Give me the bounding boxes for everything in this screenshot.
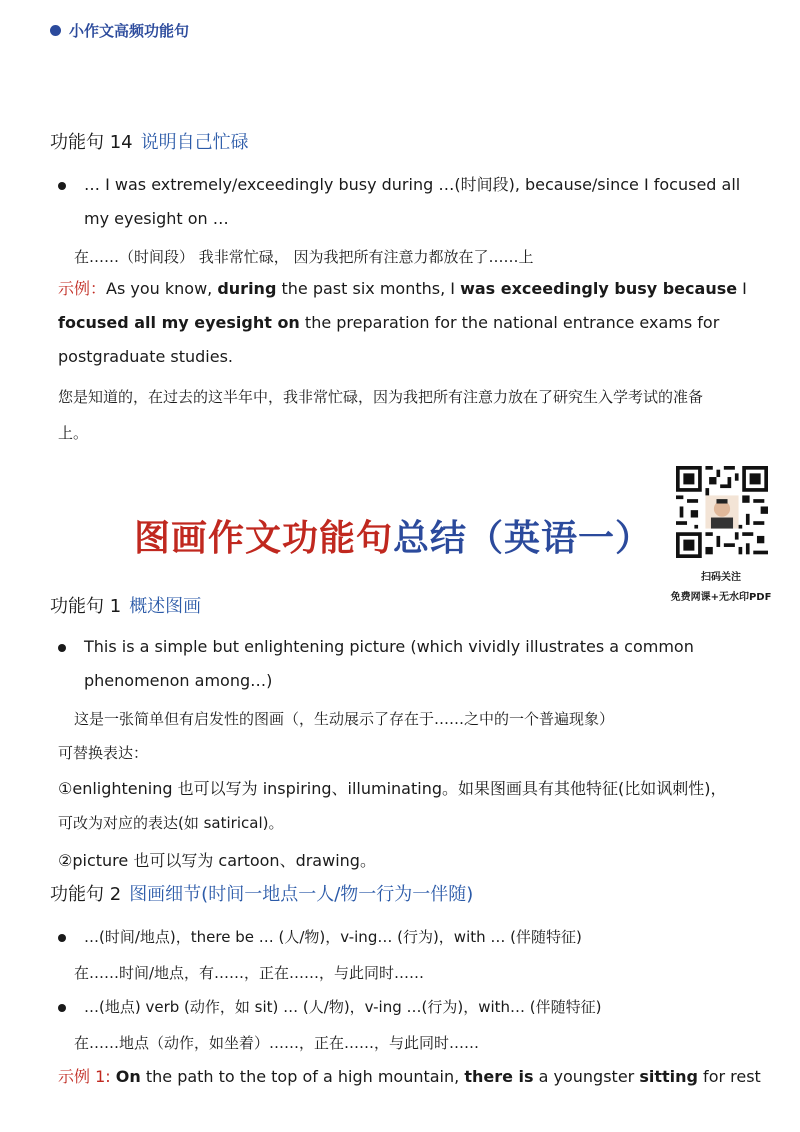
function-2-bullet1: …(时间/地点)，there be … (人/物)，v-ing… (行为)，with … (伴随特征): [58, 920, 758, 954]
function-2-bullet2: …(地点) verb (动作，如 sit) … (人/物)，v-ing …(行为)，with… (伴随特征): [58, 990, 758, 1024]
bullet-dot-icon: [50, 25, 61, 36]
qr-block: [652, 462, 790, 614]
qr-code-icon: [676, 466, 768, 558]
function-14-bullet-line2: my eyesight on …: [84, 209, 229, 228]
function-14-subheading: 说明自己忙碌: [140, 132, 249, 153]
function-1-subheading: 概述图画: [129, 596, 202, 617]
function-14-example: 示例：As you know, during the past six months, I was exceedingly busy because I focused all my eyesight on the preparation for the national entrance exams for postgraduate studies.: [58, 272, 758, 374]
page-title: [134, 510, 652, 561]
function-14-translation: 在……（时间段） 我非常忙碌， 因为我把所有注意力都放在了……上: [74, 248, 534, 266]
bullet-icon: [58, 934, 66, 942]
function-1-alt-label: 可替换表达：: [58, 744, 149, 762]
function-14-cn-line2: 上。: [58, 424, 89, 442]
qr-label-follow: 扫码关注: [701, 572, 741, 583]
bullet-icon: [58, 644, 66, 652]
example-label: 示例：: [58, 279, 107, 298]
function-14-bullet: [58, 168, 758, 236]
function-1-heading: 功能句 1 概述图画: [50, 596, 202, 617]
function-1-alt2: ②picture 也可以写为 cartoon、drawing。: [58, 851, 376, 870]
function-14-heading: 功能句 14 说明自己忙碌: [50, 132, 249, 153]
section-header-text: 小作文高频功能句: [69, 22, 190, 40]
function-1-translation: 这是一张简单但有启发性的图画（，生动展示了存在于……之中的一个普遍现象）: [74, 710, 615, 728]
function-14-cn-line1: 您是知道的，在过去的这半年中，我非常忙碌，因为我把所有注意力放在了研究生入学考试的准备: [58, 388, 704, 406]
function-2-subheading: 图画细节(时间一地点一人/物一行为一伴随): [129, 884, 474, 905]
page-title-red: 图画作文功能句: [134, 518, 394, 559]
example-line3: postgraduate studies.: [58, 347, 234, 366]
function-1-bullet-line2: phenomenon among…): [84, 671, 273, 690]
function-1-bullet: [58, 630, 758, 698]
function-1-alt1-line1: ①enlightening 也可以写为 inspiring、illuminating。如果图画具有其他特征(比如讽刺性)，: [58, 779, 727, 798]
qr-label-free: 免费网课+无水印PDF: [670, 592, 772, 603]
page-title-blue: 总结（英语一）: [393, 518, 653, 559]
bullet-icon: [58, 182, 66, 190]
function-2-translation1: 在……时间/地点，有……，正在……，与此同时……: [74, 964, 425, 982]
function-2-translation2: 在……地点（动作，如坐着）……，正在……，与此同时……: [74, 1034, 480, 1052]
function-1-bullet-line1: This is a simple but enlightening picture (which vividly illustrates a common: [84, 637, 694, 656]
function-1-alt1-line2: 可改为对应的表达(如 satirical)。: [58, 814, 284, 832]
example-1-label: 示例 1:: [58, 1067, 111, 1086]
function-2-example: 示例 1: On the path to the top of a high mountain, there is a youngster sitting for rest: [58, 1067, 761, 1086]
function-14-bullet-line1: … I was extremely/exceedingly busy during …(时间段), because/since I focused all: [84, 175, 741, 194]
bullet-icon: [58, 1004, 66, 1012]
section-header: [50, 20, 189, 41]
function-2-heading: 功能句 2 图画细节(时间一地点一人/物一行为一伴随): [50, 884, 474, 905]
